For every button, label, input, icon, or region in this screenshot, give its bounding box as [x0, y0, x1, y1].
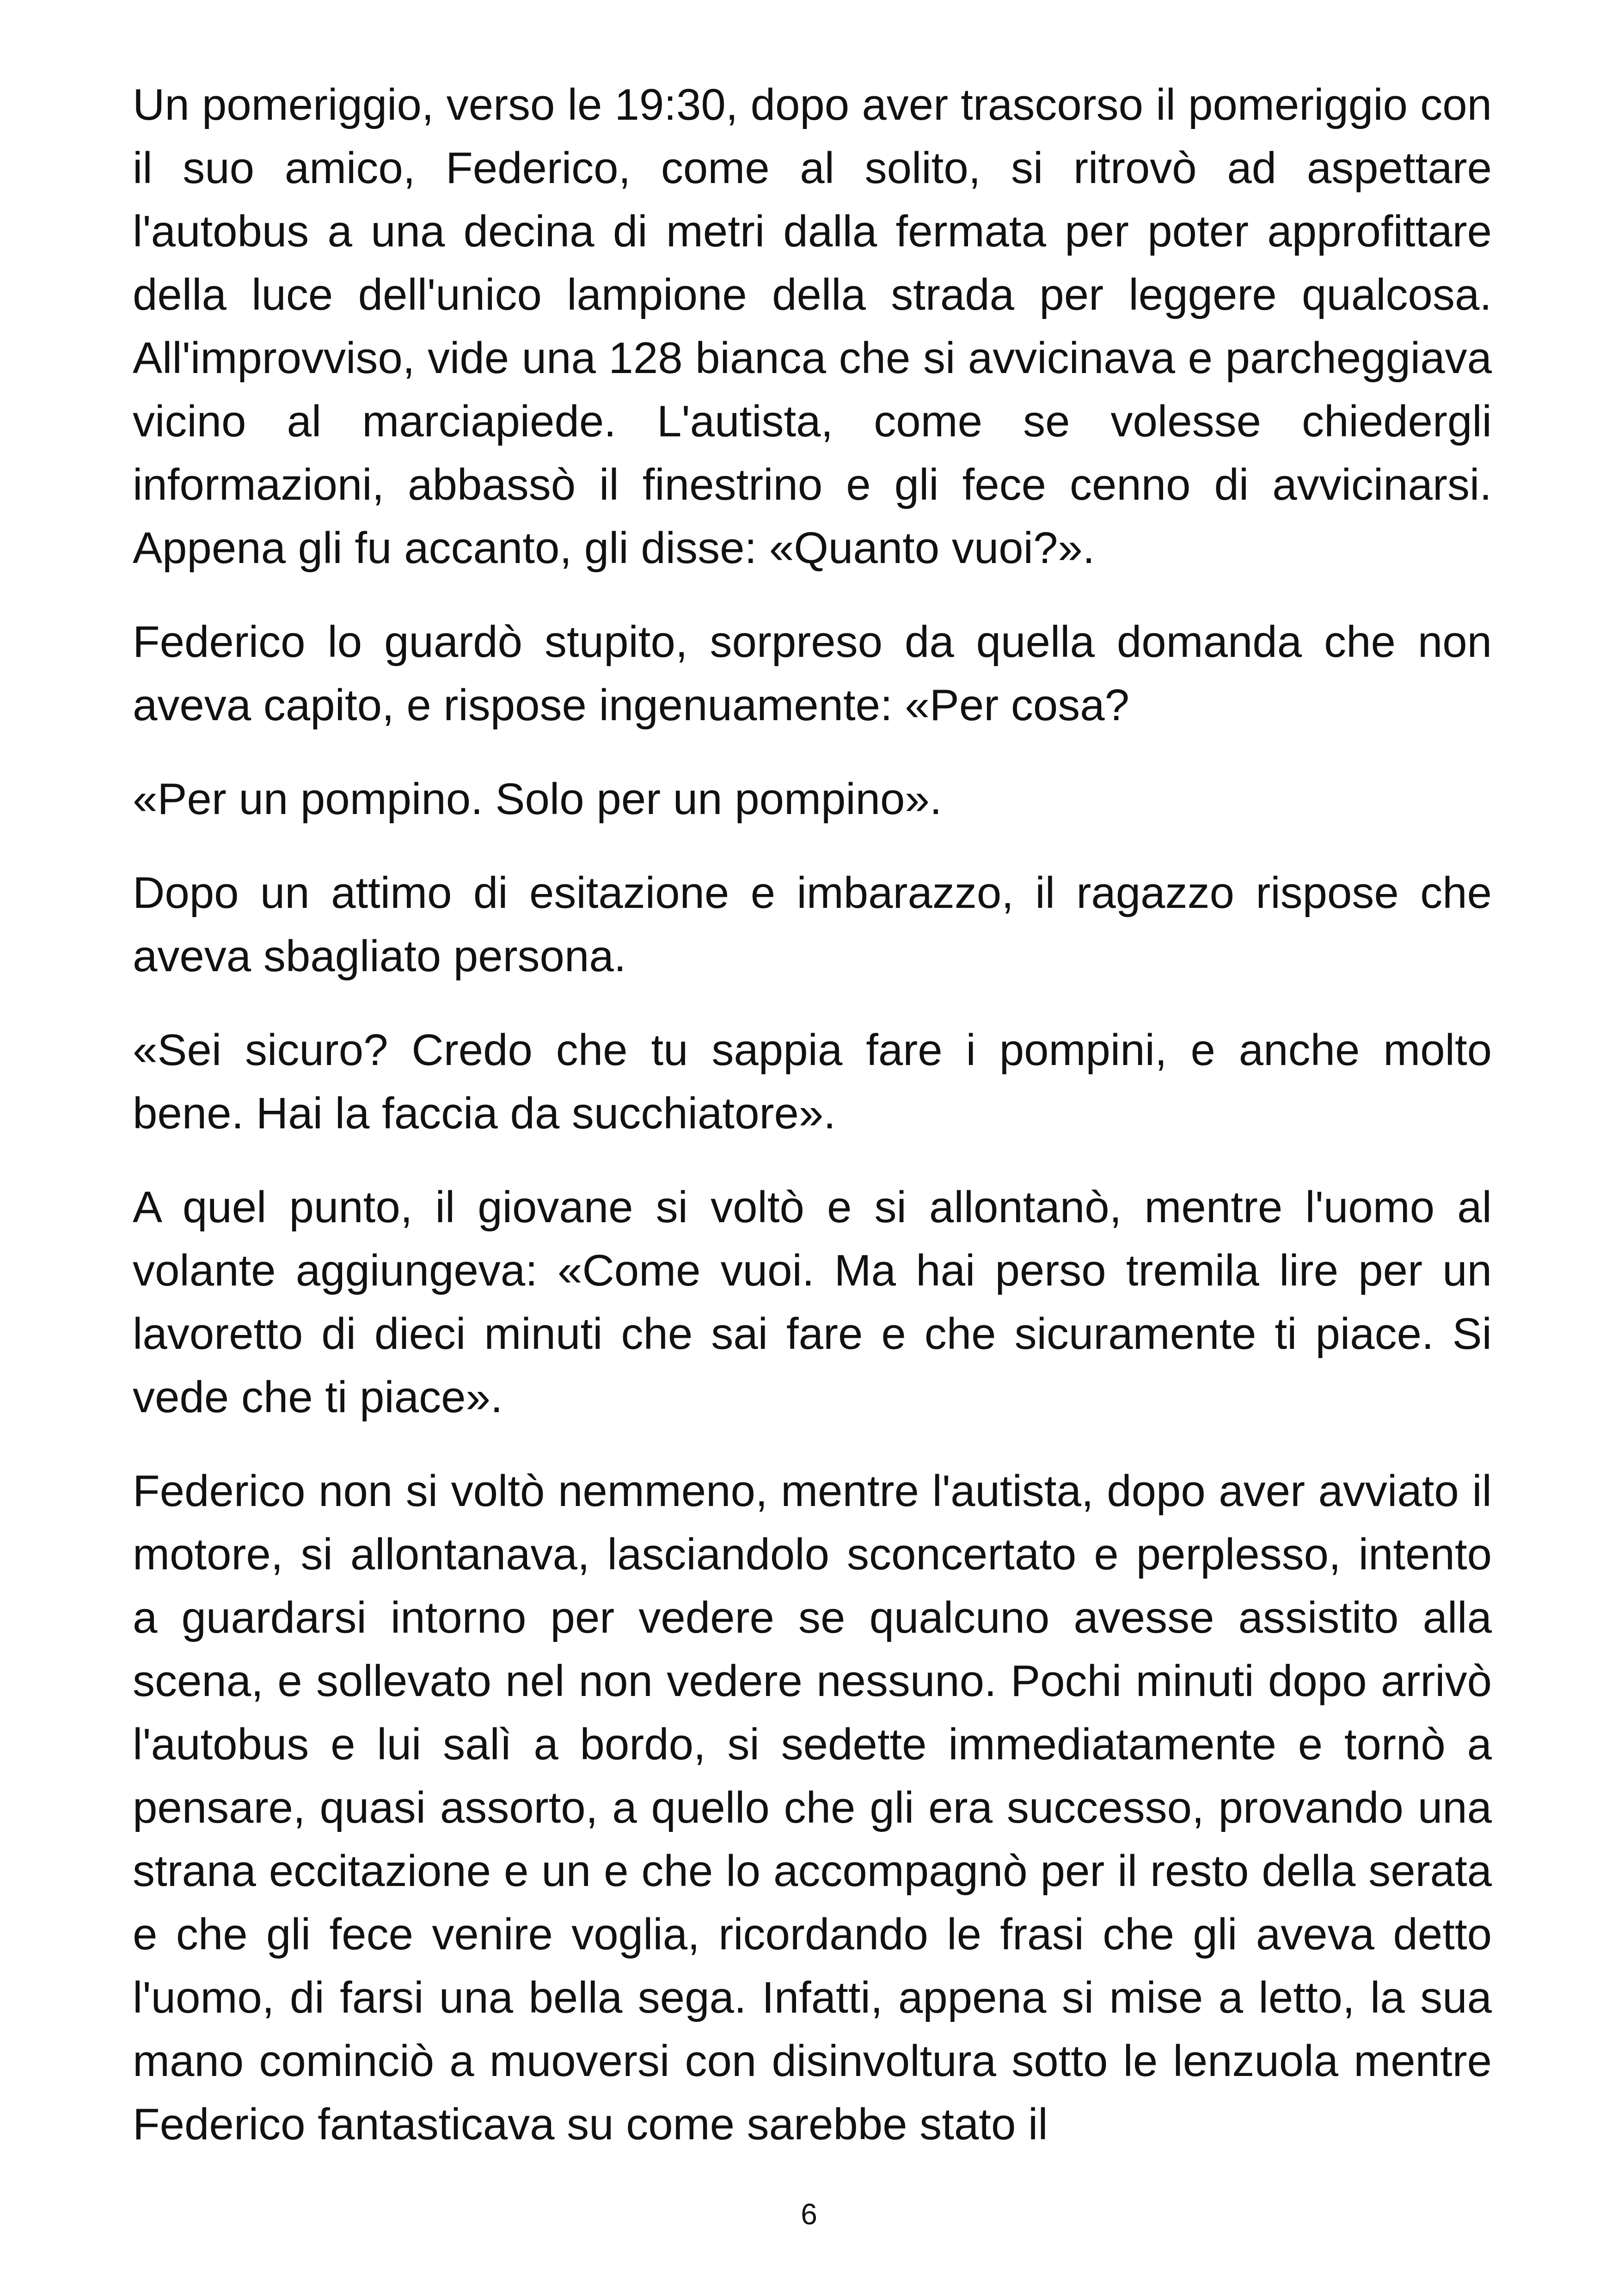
text-body [133, 73, 1492, 2156]
paragraph-3: «Per un pompino. Solo per un pompino». [133, 774, 942, 824]
paragraph-6: A quel punto, il giovane si voltò e si allontanò, mentre l'uomo al volante aggiungeva: «Come vuoi. Ma hai perso tremila lire per un lavoretto di dieci minuti che sai fare e che sicuramente ti piace. Si vede che ti piace». [133, 1182, 1492, 1422]
paragraph-7: Federico non si voltò nemmeno, mentre l'autista, dopo aver avviato il motore, si allontanava, lasciandolo sconcertato e perplesso, intento a guardarsi intorno per vedere se qualcuno avesse assistito alla scena, e sollevato nel non vedere nessuno. Pochi minuti dopo arrivò l'autobus e lui salì a bordo, si sedette immediatamente e tornò a pensare, quasi assorto, a quello che gli era successo, provando una strana eccitazione e un e che lo accompagnò per il resto della serata e che gli fece venire voglia, ricordando le frasi che gli aveva detto l'uomo, di farsi una bella sega. Infatti, appena si mise a letto, la sua mano cominciò a muoversi con disinvoltura sotto le lenzuola mentre Federico fantasticava su come sarebbe stato il [133, 1466, 1492, 2149]
paragraph-4: Dopo un attimo di esitazione e imbarazzo, il ragazzo rispose che aveva sbagliato persona. [133, 868, 1492, 981]
paragraph-1: Un pomeriggio, verso le 19:30, dopo aver trascorso il pomeriggio con il suo amico, Federico, come al solito, si ritrovò ad aspettare l'autobus a una decina di metri dalla fermata per poter approfittare della luce dell'unico lampione della strada per leggere qualcosa. All'improvviso, vide una 128 bianca che si avvicinava e parcheggiava vicino al marciapiede. L'autista, come se volesse chiedergli informazioni, abbassò il finestrino e gli fece cenno di avvicinarsi. Appena gli fu accanto, gli disse: «Quanto vuoi?». [133, 80, 1492, 573]
paragraph-5: «Sei sicuro? Credo che tu sappia fare i pompini, e anche molto bene. Hai la faccia da succhiatore». [133, 1025, 1492, 1138]
paragraph-2: Federico lo guardò stupito, sorpreso da quella domanda che non aveva capito, e rispose ingenuamente: «Per cosa? [133, 617, 1492, 730]
page-number: 6 [801, 2198, 817, 2231]
